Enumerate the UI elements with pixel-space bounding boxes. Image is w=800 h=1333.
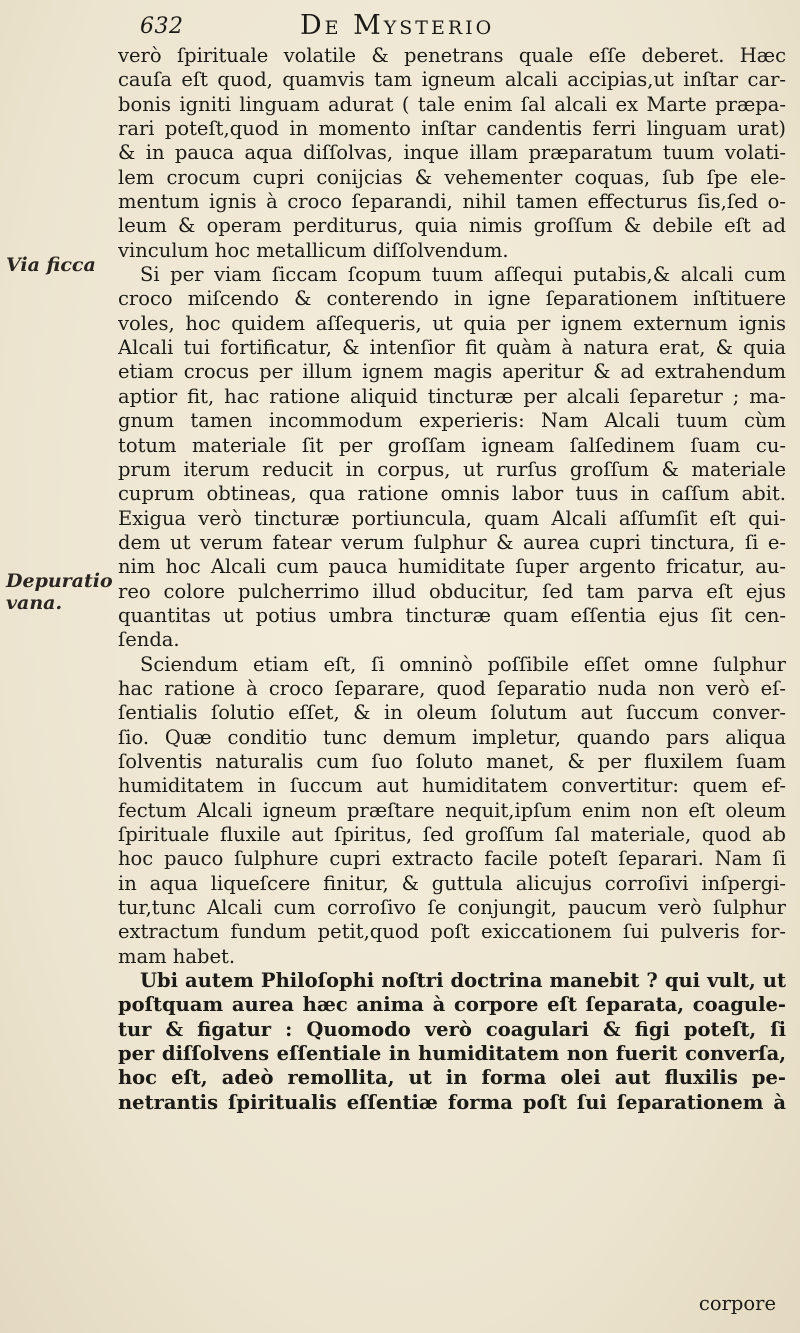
text-line: extractum fundum petit,quod poſt exiccationem ſui pulveris for- [118, 920, 786, 944]
paragraph [118, 653, 786, 969]
running-head: De Mysterio [300, 10, 495, 41]
text-line: lem crocum cupri conijcias & vehementer coquas, ſub ſpe ele- [118, 165, 786, 189]
text-line: vinculum hoc metallicum diſſolvendum. [118, 238, 509, 262]
text-line: ſenda. [118, 628, 180, 652]
text-line: hac ratione à croco ſeparare, quod ſeparatio nuda non verò eſ- [118, 676, 786, 700]
margin-note-depuratio-vana [6, 570, 113, 614]
text-line: dem ut verum fatear verum ſulphur & aurea cupri tinctura, ſi e- [118, 530, 786, 554]
text-line: rari poteſt,quod in momento inſtar candentis ferri linguam urat) [118, 117, 786, 141]
text-line: ſolventis naturalis cum ſuo ſoluto manet, & per fluxilem ſuam [118, 749, 786, 773]
text-line: croco miſcendo & conterendo in igne ſeparationem inſtituere [118, 287, 786, 311]
text-line: Ubi autem Philoſophi noſtri doctrina manebit ? qui vult, ut [140, 969, 786, 993]
text-line: leum & operam perditurus, quia nimis groſſum & debile eſt ad [118, 214, 786, 238]
text-line: per diſſolvens eſſentiale in humiditatem non fuerit converſa, [118, 1042, 786, 1066]
text-line: voles, hoc quidem aſſequeris, ut quia per ignem externum ignis [118, 311, 786, 335]
text-line: hoc eſt, adeò remollita, ut in forma olei aut fluxilis pe- [118, 1066, 786, 1090]
paragraph [118, 263, 786, 653]
text-line: ſpirituale fluxile aut ſpiritus, ſed groſſum ſal materiale, quod ab [118, 823, 786, 846]
text-line: mentum ignis à croco ſeparandi, nihil tamen effecturus ſis,ſed o- [118, 190, 786, 214]
text-line: reo colore pulcherrimo illud obducitur, ſed tam parva eſt ejus [118, 579, 786, 603]
text-line: ſio. Quæ conditio tunc demum impletur, quando pars aliqua [118, 725, 786, 749]
text-line: quantitas ut potius umbra tincturæ quam eſſentia ejus ſit cen- [118, 603, 786, 627]
text-line: nim hoc Alcali cum pauca humiditate ſuper argento fricatur, au- [118, 555, 786, 579]
text-line: prum iterum reducit in corpus, ut rurſus groſſum & materiale [118, 457, 786, 481]
text-line: aptior fit, hac ratione aliquid tincturæ per alcali ſeparetur ; ma- [118, 384, 786, 408]
text-line: verò ſpirituale volatile & penetrans quale eſſe deberet. Hæc [118, 44, 786, 67]
text-line: Alcali tui fortificatur, & intenſior fit quàm à natura erat, & quia [118, 336, 786, 360]
text-line: totum materiale ſit per groſſam igneam ſalſedinem ſuam cu- [118, 433, 786, 457]
text-line: cauſa eſt quod, quamvis tam igneum alcali accipias,ut inſtar car- [118, 68, 786, 92]
text-line: & in pauca aqua diſſolvas, inque illam præparatum tuum volati- [118, 141, 786, 165]
margin-note-line: Depuratio [6, 570, 113, 592]
margin-note-line: Via ficca [6, 254, 96, 276]
margin-note-line: vana. [6, 592, 63, 614]
text-line: fectum Alcali igneum præſtare nequit,ipſum enim non eſt oleum [118, 798, 786, 822]
page-header [0, 8, 800, 48]
paragraph [118, 44, 786, 263]
text-line: bonis igniti linguam adurat ( tale enim ſal alcali ex Marte præpa- [118, 92, 786, 116]
text-line: netrantis ſpiritualis eſſentiæ forma poſt ſui ſeparationem à [118, 1090, 786, 1114]
text-line: in aqua liqueſcere finitur, & guttula alicujus corroſivi inſpergi- [118, 871, 786, 895]
text-line: poſtquam aurea hæc anima à corpore eſt ſeparata, coagule- [118, 993, 786, 1017]
text-line: cuprum obtineas, qua ratione omnis labor tuus in caſſum abit. [118, 482, 786, 506]
text-line: Si per viam ſiccam ſcopum tuum aſſequi putabis,& alcali cum [140, 263, 786, 287]
text-line: humiditatem in ſuccum aut humiditatem convertitur: quem ef- [118, 774, 786, 798]
catchword: corpore [698, 1292, 776, 1315]
text-line: hoc pauco ſulphure cupri extracto facile poteſt ſeparari. Nam ſi [118, 847, 786, 871]
text-line: mam habet. [118, 944, 236, 968]
text-line: tur,tunc Alcali cum corroſivo ſe conjungit, paucum verò ſulphur [118, 896, 786, 920]
text-line: Exigua verò tincturæ portiuncula, quam Alcali aſſumſit eſt qui- [118, 506, 786, 530]
margin-note-via-sicca [6, 254, 96, 276]
text-line: Sciendum etiam eſt, ſi omninò poſſibile eſſet omne ſulphur [140, 652, 786, 676]
page-number: 632 [140, 14, 184, 39]
text-line: ſentialis ſolutio eſſet, & in oleum ſolutum aut ſuccum conver- [118, 701, 786, 725]
body-text [118, 44, 786, 1115]
text-line: gnum tamen incommodum experieris: Nam Alcali tuum cùm [118, 409, 786, 433]
paragraph [118, 969, 786, 1115]
text-line: tur & figatur : Quomodo verò coagulari & figi poteſt, ſi [118, 1017, 786, 1041]
text-line: etiam crocus per illum ignem magis aperitur & ad extrahendum [118, 360, 786, 384]
